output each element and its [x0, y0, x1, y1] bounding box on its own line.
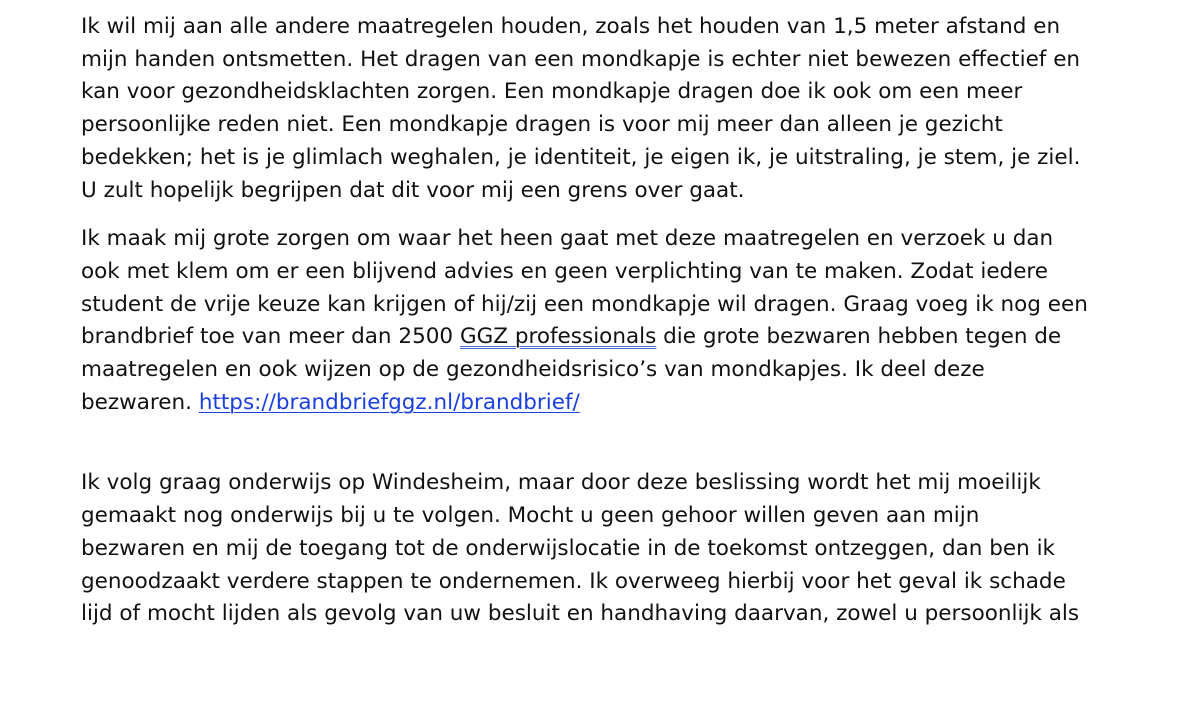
text-line: ook met klem om er een blijvend advies en geen verplichting van te maken. Zodat iedere [81, 258, 1049, 284]
text-line: maatregelen en ook wijzen op de gezondheidsrisico’s van mondkapjes. Ik deel deze [81, 357, 985, 383]
paragraph-3 [81, 467, 1191, 631]
text-segment: die grote bezwaren hebben tegen de [656, 324, 1062, 350]
text-segment: bezwaren. [81, 389, 199, 415]
text-line: genoodzaakt verdere stappen te ondernemen. Ik overweeg hierbij voor het geval ik schade [81, 568, 1066, 594]
text-line: persoonlijke reden niet. Een mondkapje dragen is voor mij meer dan alleen je gezicht [81, 112, 1003, 138]
text-line [81, 387, 1191, 420]
text-line: kan voor gezondheidsklachten zorgen. Een mondkapje dragen doe ik ook om een meer [81, 79, 1023, 105]
text-line: U zult hopelijk begrijpen dat dit voor mij een grens over gaat. [81, 177, 745, 203]
paragraph-2 [81, 223, 1191, 419]
text-line: mijn handen ontsmetten. Het dragen van een mondkapje is echter niet bewezen effectief en [81, 46, 1081, 72]
paragraph-1 [81, 11, 1191, 207]
text-line: bedekken; het is je glimlach weghalen, je identiteit, je eigen ik, je uitstraling, je stem, je ziel. [81, 144, 1081, 170]
text-line [81, 321, 1191, 354]
brandbrief-link[interactable]: https://brandbriefggz.nl/brandbrief/ [198, 389, 580, 415]
text-line: lijd of mocht lijden als gevolg van uw besluit en handhaving daarvan, zowel u persoonlijk als [81, 601, 1080, 627]
text-line: Ik wil mij aan alle andere maatregelen houden, zoals het houden van 1,5 meter afstand en [81, 14, 1061, 39]
text-line: bezwaren en mij de toegang tot de onderwijslocatie in de toekomst ontzeggen, dan ben ik [81, 535, 1055, 561]
text-line: gemaakt nog onderwijs bij u te volgen. Mocht u geen gehoor willen geven aan mijn [81, 503, 980, 529]
text-segment: brandbrief toe van meer dan 2500 [81, 324, 460, 350]
text-line: Ik maak mij grote zorgen om waar het heen gaat met deze maatregelen en verzoek u dan [81, 226, 1054, 252]
document-page [81, 11, 1191, 631]
text-line: student de vrije keuze kan krijgen of hij/zij een mondkapje wil dragen. Graag voeg ik nog een [81, 291, 1088, 317]
grammar-marked-phrase[interactable]: GGZ professionals [459, 324, 657, 350]
text-line: Ik volg graag onderwijs op Windesheim, maar door deze beslissing wordt het mij moeilijk [81, 470, 1041, 496]
